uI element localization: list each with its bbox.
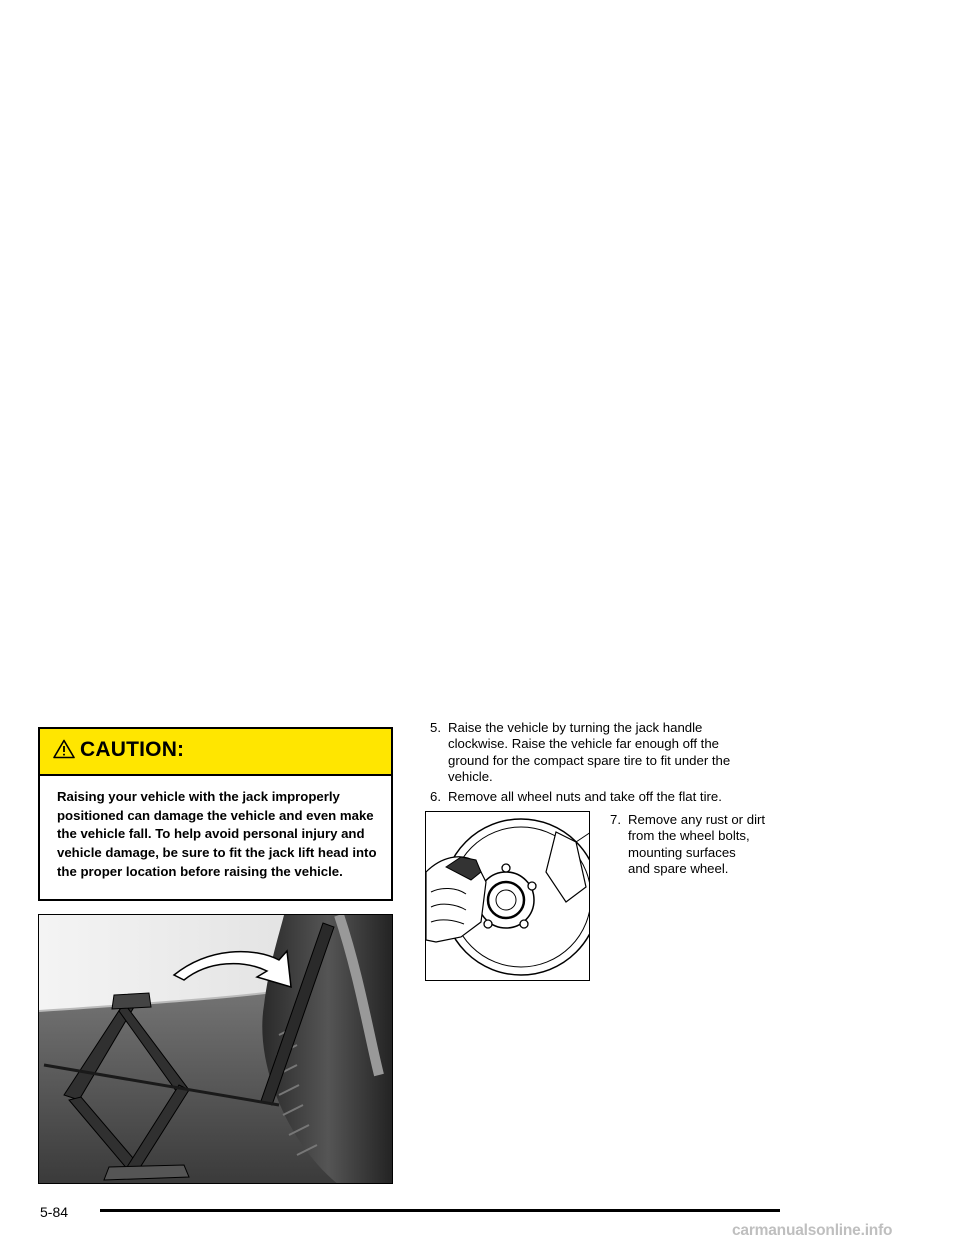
step-number: 5. xyxy=(430,720,441,735)
caution-title: CAUTION: xyxy=(80,738,185,761)
caution-header xyxy=(40,729,391,776)
page-number: 5-84 xyxy=(40,1204,69,1220)
step-text: Remove all wheel nuts and take off the flat tire. xyxy=(448,789,722,804)
step-text: Remove any rust or dirt from the wheel bolts, mounting surfaces and spare wheel. xyxy=(628,812,766,877)
warning-triangle-icon xyxy=(53,739,75,759)
caution-text: Raising your vehicle with the jack improperly positioned can damage the vehicle and even make the vehicle fall. To help avoid personal injury and vehicle damage, be sure to fit the jack lift head into the proper location before raising the vehicle. xyxy=(57,789,377,879)
watermark: carmanualsonline.info xyxy=(732,1222,893,1239)
step-number: 6. xyxy=(430,789,441,804)
step-number: 7. xyxy=(610,812,621,827)
step-text: Raise the vehicle by turning the jack handle clockwise. Raise the vehicle far enough off the ground for the compact spare tire to fit under the vehicle. xyxy=(448,720,731,785)
caution-box xyxy=(38,727,393,901)
jack-illustration xyxy=(38,914,393,1184)
footer-rule xyxy=(100,1209,780,1212)
wheel-hub-illustration xyxy=(425,811,590,981)
